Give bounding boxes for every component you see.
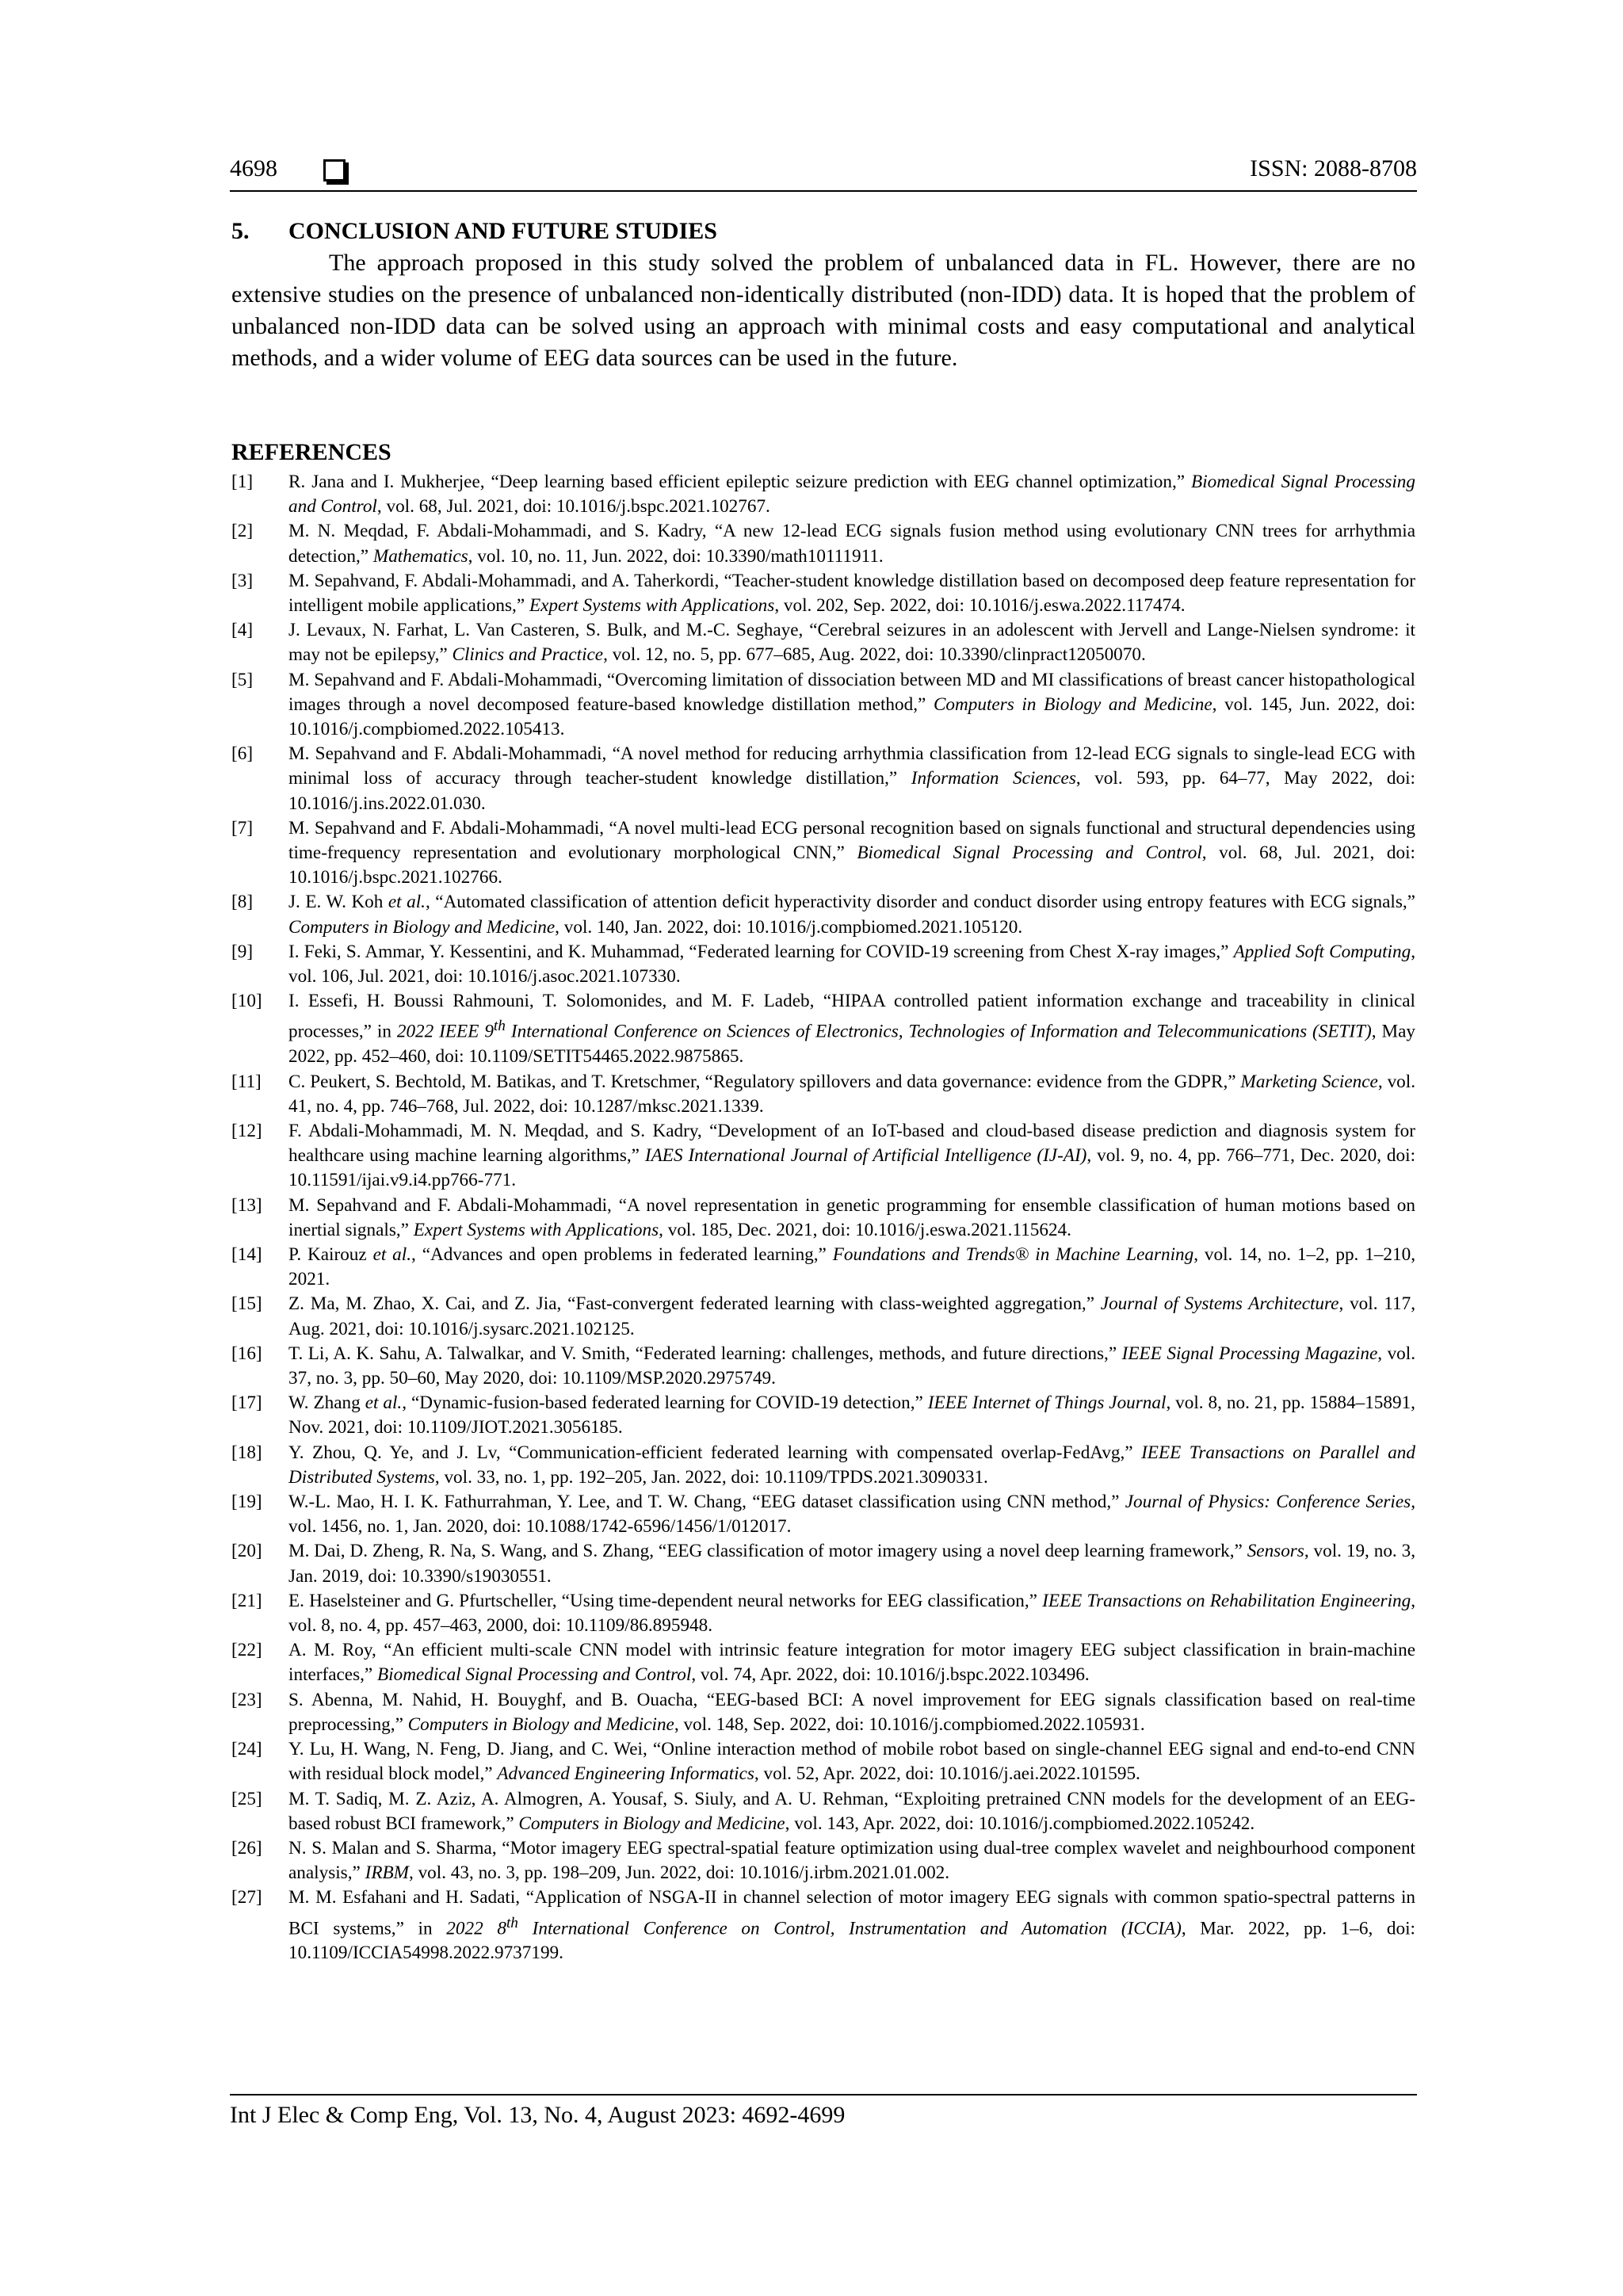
reference-number: [16] <box>231 1343 262 1364</box>
reference-number: [12] <box>231 1121 262 1142</box>
reference-text: J. E. W. Koh <box>288 892 388 913</box>
reference-text: , vol. 9, no. 4, pp. 766–771, Dec. 2020, doi: 10.11591/ijai.v9.i4.pp766-771. <box>288 1145 1416 1191</box>
reference-number: [9] <box>231 941 254 962</box>
reference-text: , vol. 1456, no. 1, Jan. 2020, doi: 10.1088/1742-6596/1456/1/012017. <box>288 1492 1415 1538</box>
reference-item <box>231 940 1415 989</box>
header-rule <box>230 190 1417 192</box>
reference-text: , “Dynamic-fusion-based federated learning for COVID-19 detection,” <box>402 1392 928 1414</box>
reference-text: , May 2022, pp. 452–460, doi: 10.1109/SETIT54465.2022.9875865. <box>288 1022 1415 1068</box>
reference-item <box>231 816 1415 891</box>
reference-number: [13] <box>231 1194 262 1216</box>
reference-item <box>231 519 1415 568</box>
reference-text: W. Zhang <box>288 1392 365 1414</box>
reference-text: , vol. 143, Apr. 2022, doi: 10.1016/j.compbiomed.2022.105242. <box>785 1813 1255 1834</box>
reference-item <box>231 668 1415 743</box>
reference-text: S. Abenna, M. Nahid, H. Bouyghf, and B. Ouacha, “EEG-based BCI: A novel improvement for EEG signals classification based on real-time preprocessing,” <box>288 1689 1415 1735</box>
reference-text: W.-L. Mao, H. I. K. Fathurrahman, Y. Lee, and T. W. Chang, “EEG dataset classification using CNN method,” <box>288 1492 1125 1513</box>
square-box-icon <box>323 159 346 181</box>
reference-number: [8] <box>231 892 254 913</box>
reference-number: [17] <box>231 1392 262 1414</box>
reference-text: th <box>493 1018 506 1035</box>
reference-text: , vol. 33, no. 1, pp. 192–205, Jan. 2022, doi: 10.1109/TPDS.2021.3090331. <box>434 1466 988 1488</box>
reference-text: Foundations and Trends® in Machine Learning <box>832 1244 1194 1266</box>
reference-number: [26] <box>231 1837 262 1859</box>
reference-text: I. Feki, S. Ammar, Y. Kessentini, and K. Muhammad, “Federated learning for COVID-19 screening from Chest X-ray images,” <box>288 941 1234 962</box>
reference-text: , vol. 593, pp. 64–77, May 2022, doi: 10.1016/j.ins.2022.01.030. <box>288 768 1415 814</box>
reference-text: P. Kairouz <box>288 1244 373 1266</box>
reference-text: , vol. 14, no. 1–2, pp. 1–210, 2021. <box>288 1244 1415 1290</box>
reference-text: Advanced Engineering Informatics <box>497 1763 754 1785</box>
reference-number: [20] <box>231 1541 262 1562</box>
reference-text: , vol. 145, Jun. 2022, doi: 10.1016/j.compbiomed.2022.105413. <box>288 693 1415 740</box>
issn-label: ISSN: 2088-8708 <box>1250 155 1417 181</box>
conclusion-section <box>231 216 1415 374</box>
reference-text: I. Essefi, H. Boussi Rahmouni, T. Solomonides, and M. F. Ladeb, “HIPAA controlled patient information exchange and traceability in clinical processes,” in <box>288 991 1415 1043</box>
reference-text: Expert Systems with Applications <box>529 595 775 617</box>
reference-text: , vol. 19, no. 3, Jan. 2019, doi: 10.3390/s19030551. <box>288 1541 1415 1587</box>
section-paragraph: The approach proposed in this study solved the problem of unbalanced data in FL. However, there are no extensive studies on the presence of unbalanced non-identically distributed (non-IDD) data. It is hoped that the problem of unbalanced non-IDD data can be solved using an approach with minimal costs and easy computational and analytical methods, and a wider volume of EEG data sources can be used in the future. <box>231 250 1415 371</box>
reference-text: T. Li, A. K. Sahu, A. Talwalkar, and V. Smith, “Federated learning: challenges, methods, and future directions,” <box>288 1343 1122 1364</box>
reference-text: Computers in Biology and Medicine <box>933 693 1212 715</box>
reference-text: IEEE Signal Processing Magazine <box>1121 1343 1378 1364</box>
reference-text: , vol. 74, Apr. 2022, doi: 10.1016/j.bspc.2022.103496. <box>691 1664 1090 1686</box>
reference-text: E. Haselsteiner and G. Pfurtscheller, “Using time-dependent neural networks for EEG classification,” <box>288 1590 1043 1611</box>
reference-text: et al. <box>388 892 426 913</box>
reference-text: Information Sciences <box>911 768 1076 789</box>
reference-item <box>231 1243 1415 1292</box>
footer-rule <box>230 2094 1417 2095</box>
reference-text: J. Levaux, N. Farhat, L. Van Casteren, S. Bulk, and M.-C. Seghaye, “Cerebral seizures in an adolescent with Jervell and Lange-Nielsen syndrome: it may not be epilepsy,” <box>288 620 1415 666</box>
reference-text: Journal of Systems Architecture <box>1100 1293 1339 1315</box>
reference-text: M. Sepahvand and F. Abdali-Mohammadi, “A novel method for reducing arrhythmia classification from 12-lead ECG signals to single-lead ECG with minimal loss of accuracy through teacher-student knowledge distillation,” <box>288 743 1415 789</box>
reference-text: R. Jana and I. Mukherjee, “Deep learning based efficient epileptic seizure prediction with EEG channel optimization,” <box>288 472 1192 492</box>
reference-number: [18] <box>231 1442 262 1463</box>
reference-number: [21] <box>231 1590 262 1611</box>
reference-text: , vol. 68, Jul. 2021, doi: 10.1016/j.bspc.2021.102767. <box>376 496 770 518</box>
reference-number: [3] <box>231 570 254 591</box>
reference-text: Computers in Biology and Medicine <box>288 916 556 938</box>
reference-item <box>231 1885 1415 1966</box>
reference-text: M. Dai, D. Zheng, R. Na, S. Wang, and S. Zhang, “EEG classification of motor imagery using a novel deep learning framework,” <box>288 1541 1247 1562</box>
reference-text: Biomedical Signal Processing and Control <box>377 1664 692 1686</box>
reference-text: , vol. 68, Jul. 2021, doi: 10.1016/j.bspc.2021.102766. <box>288 842 1415 888</box>
reference-text: , vol. 202, Sep. 2022, doi: 10.1016/j.eswa.2022.117474. <box>774 595 1186 617</box>
reference-text: , vol. 8, no. 4, pp. 457–463, 2000, doi: 10.1109/86.895948. <box>288 1590 1416 1637</box>
reference-text: M. Sepahvand, F. Abdali-Mohammadi, and A. Taherkordi, “Teacher-student knowledge distillation based on decomposed deep feature representation for intelligent mobile applications,” <box>288 570 1415 617</box>
reference-text: Z. Ma, M. Zhao, X. Cai, and Z. Jia, “Fast-convergent federated learning with class-weighted aggregation,” <box>288 1293 1101 1315</box>
reference-text: Sensors <box>1247 1541 1304 1562</box>
reference-item <box>231 1737 1415 1786</box>
reference-text: et al. <box>365 1392 403 1414</box>
reference-item <box>231 1638 1415 1687</box>
reference-item <box>231 1391 1415 1440</box>
reference-text: , vol. 8, no. 21, pp. 15884–15891, Nov. 2021, doi: 10.1109/JIOT.2021.3056185. <box>288 1392 1415 1438</box>
reference-text: A. M. Roy, “An efficient multi-scale CNN model with intrinsic feature integration for motor imagery EEG subject classification in brain-machine interfaces,” <box>288 1640 1415 1686</box>
reference-text: M. Sepahvand and F. Abdali-Mohammadi, “A novel representation in genetic programming for ensemble classification of human motions based on inertial signals,” <box>288 1194 1415 1240</box>
reference-item <box>231 470 1415 519</box>
reference-item <box>231 1119 1415 1194</box>
reference-number: [22] <box>231 1640 262 1661</box>
reference-number: [5] <box>231 669 254 690</box>
page-header <box>230 155 1417 190</box>
section-title: CONCLUSION AND FUTURE STUDIES <box>288 218 717 244</box>
reference-item <box>231 890 1415 939</box>
reference-text: Mathematics <box>372 545 468 567</box>
reference-text: International Conference on Sciences of Electronics, Technologies of Information and Telecommunications (SETIT) <box>505 1022 1372 1043</box>
reference-number: [24] <box>231 1739 262 1760</box>
reference-text: M. Sepahvand and F. Abdali-Mohammadi, “A novel multi-lead ECG personal recognition based on signals functional and structural dependencies using time-frequency representation and evolutionary morphological CNN,” <box>288 817 1415 864</box>
reference-item <box>231 742 1415 816</box>
reference-item <box>231 618 1415 667</box>
reference-text: Applied Soft Computing <box>1233 941 1411 962</box>
reference-text: IEEE Transactions on Rehabilitation Engineering <box>1042 1590 1411 1611</box>
reference-text: Y. Lu, H. Wang, N. Feng, D. Jiang, and C. Wei, “Online interaction method of mobile robot based on single-channel EEG signal and end-to-end CNN with residual block model,” <box>288 1739 1415 1785</box>
reference-text: IRBM <box>365 1862 409 1884</box>
reference-text: , vol. 52, Apr. 2022, doi: 10.1016/j.aei.2022.101595. <box>754 1763 1140 1785</box>
reference-text: 2022 8 <box>446 1918 506 1939</box>
reference-text: Biomedical Signal Processing and Control <box>857 842 1202 864</box>
reference-item <box>231 1490 1415 1539</box>
page-number: 4698 <box>230 155 277 181</box>
reference-text: M. M. Esfahani and H. Sadati, “Application of NSGA-II in channel selection of motor imagery EEG signals with common spatio-spectral patterns in BCI systems,” in <box>288 1887 1415 1939</box>
reference-text: IEEE Transactions on Parallel and Distributed Systems <box>288 1442 1415 1488</box>
reference-text: M. N. Meqdad, F. Abdali-Mohammadi, and S. Kadry, “A new 12-lead ECG signals fusion method using evolutionary CNN trees for arrhythmia detection,” <box>288 521 1415 567</box>
reference-number: [25] <box>231 1788 262 1809</box>
reference-text: , vol. 185, Dec. 2021, doi: 10.1016/j.eswa.2021.115624. <box>659 1219 1071 1240</box>
reference-text: , vol. 148, Sep. 2022, doi: 10.1016/j.compbiomed.2022.105931. <box>674 1713 1145 1735</box>
reference-text: IAES International Journal of Artificial Intelligence (IJ-AI) <box>644 1145 1087 1167</box>
reference-text: Marketing Science <box>1240 1071 1378 1092</box>
reference-item <box>231 1342 1415 1391</box>
reference-number: [27] <box>231 1887 262 1908</box>
reference-text: Clinics and Practice <box>452 644 604 666</box>
reference-number: [19] <box>231 1492 262 1513</box>
reference-number: [15] <box>231 1293 262 1315</box>
reference-item <box>231 1836 1415 1885</box>
reference-text: , vol. 106, Jul. 2021, doi: 10.1016/j.asoc.2021.107330. <box>288 941 1415 988</box>
references-section <box>231 437 1415 1966</box>
reference-item <box>231 989 1415 1069</box>
reference-item <box>231 1070 1415 1119</box>
reference-text: , vol. 10, no. 11, Jun. 2022, doi: 10.3390/math10111911. <box>468 545 884 567</box>
reference-text: F. Abdali-Mohammadi, M. N. Meqdad, and S. Kadry, “Development of an IoT-based and cloud-based disease prediction and diagnosis system for healthcare using machine learning algorithms,” <box>288 1121 1415 1167</box>
reference-number: [6] <box>231 743 254 765</box>
reference-item <box>231 569 1415 618</box>
reference-item <box>231 1589 1415 1638</box>
reference-number: [7] <box>231 817 254 839</box>
reference-text: Computers in Biology and Medicine <box>407 1713 674 1735</box>
reference-item <box>231 1441 1415 1490</box>
reference-text: Journal of Physics: Conference Series <box>1125 1492 1411 1513</box>
reference-text: International Conference on Control, Instrumentation and Automation (ICCIA) <box>517 1918 1182 1939</box>
reference-item <box>231 1292 1415 1341</box>
reference-number: [1] <box>231 472 254 492</box>
reference-text: , “Automated classification of attention deficit hyperactivity disorder and conduct disorder using entropy features with ECG signals,” <box>425 892 1415 913</box>
reference-text: , vol. 140, Jan. 2022, doi: 10.1016/j.compbiomed.2021.105120. <box>555 916 1023 938</box>
reference-text: , “Advances and open problems in federated learning,” <box>411 1244 833 1266</box>
reference-text: M. Sepahvand and F. Abdali-Mohammadi, “Overcoming limitation of dissociation between MD and MI classifications of breast cancer histopathological images through a novel decomposed feature-based knowledge distillation method,” <box>288 669 1415 715</box>
reference-number: [10] <box>231 991 262 1012</box>
reference-text: , vol. 37, no. 3, pp. 50–60, May 2020, doi: 10.1109/MSP.2020.2975749. <box>288 1343 1415 1389</box>
section-number: 5. <box>231 218 250 244</box>
reference-text: Computers in Biology and Medicine <box>518 1813 785 1834</box>
reference-text: , vol. 41, no. 4, pp. 746–768, Jul. 2022, doi: 10.1287/mksc.2021.1339. <box>288 1071 1415 1117</box>
reference-number: [14] <box>231 1244 262 1266</box>
reference-text: , Mar. 2022, pp. 1–6, doi: 10.1109/ICCIA54998.2022.9737199. <box>288 1918 1416 1964</box>
reference-text: M. T. Sadiq, M. Z. Aziz, A. Almogren, A. Yousaf, S. Siuly, and A. U. Rehman, “Exploiting pretrained CNN models for the development of an EEG-based robust BCI framework,” <box>288 1788 1415 1834</box>
reference-number: [11] <box>231 1071 262 1092</box>
reference-text: th <box>506 1914 518 1931</box>
reference-number: [4] <box>231 620 254 641</box>
reference-text: , vol. 12, no. 5, pp. 677–685, Aug. 2022, doi: 10.3390/clinpract12050070. <box>603 644 1146 666</box>
reference-text: Expert Systems with Applications <box>413 1219 659 1240</box>
reference-item <box>231 1539 1415 1588</box>
reference-text: N. S. Malan and S. Sharma, “Motor imagery EEG spectral-spatial feature optimization using dual-tree complex wavelet and neighbourhood component analysis,” <box>288 1837 1415 1884</box>
section-heading <box>231 216 1415 247</box>
reference-text: , vol. 43, no. 3, pp. 198–209, Jun. 2022, doi: 10.1016/j.irbm.2021.01.002. <box>408 1862 950 1884</box>
reference-text: IEEE Internet of Things Journal <box>927 1392 1167 1414</box>
reference-number: [23] <box>231 1689 262 1710</box>
reference-text: , vol. 117, Aug. 2021, doi: 10.1016/j.sysarc.2021.102125. <box>288 1293 1415 1339</box>
reference-list <box>231 470 1415 1966</box>
reference-item <box>231 1194 1415 1243</box>
references-heading: REFERENCES <box>231 439 391 465</box>
reference-text: 2022 IEEE 9 <box>396 1022 494 1043</box>
reference-text: Biomedical Signal Processing and Control <box>288 472 1415 518</box>
reference-item <box>231 1688 1415 1737</box>
page-footer: Int J Elec & Comp Eng, Vol. 13, No. 4, August 2023: 4692-4699 <box>230 2102 846 2128</box>
reference-text: Y. Zhou, Q. Ye, and J. Lv, “Communication-efficient federated learning with compensated overlap-FedAvg,” <box>288 1442 1142 1463</box>
reference-text: et al. <box>372 1244 412 1266</box>
reference-item <box>231 1787 1415 1836</box>
reference-text: C. Peukert, S. Bechtold, M. Batikas, and T. Kretschmer, “Regulatory spillovers and data governance: evidence from the GDPR,” <box>288 1071 1241 1092</box>
reference-number: [2] <box>231 521 254 542</box>
